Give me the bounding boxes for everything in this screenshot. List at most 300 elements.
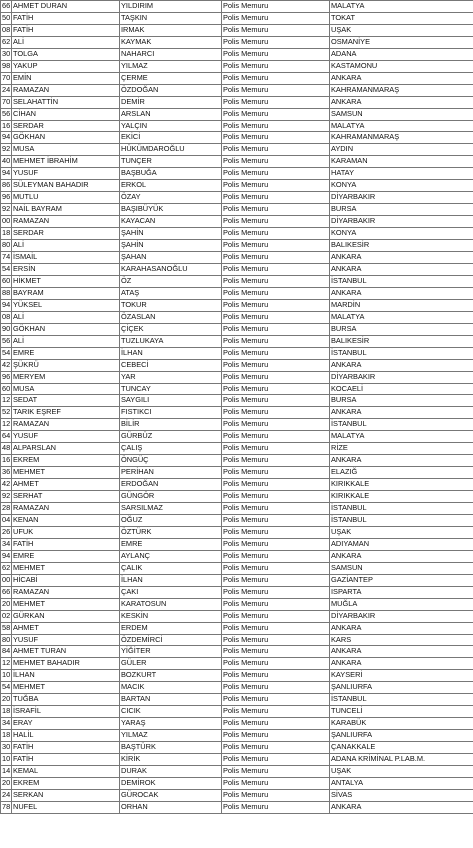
title-cell: Polis Memuru (222, 347, 330, 359)
city-cell: MALATYA (330, 120, 473, 132)
first-name-cell: MEHMET (12, 467, 120, 479)
city-cell: HATAY (330, 168, 473, 180)
last-name-cell: ÇİÇEK (120, 323, 222, 335)
last-name-cell: PERİHAN (120, 467, 222, 479)
title-cell: Polis Memuru (222, 407, 330, 419)
city-cell: ELAZIĞ (330, 467, 473, 479)
title-cell: Polis Memuru (222, 311, 330, 323)
title-cell: Polis Memuru (222, 12, 330, 24)
table-row (1, 586, 473, 598)
table-row (1, 1, 473, 13)
table-row (1, 60, 473, 72)
table-row (1, 252, 473, 264)
city-cell: ANKARA (330, 801, 473, 813)
city-cell: ANKARA (330, 263, 473, 275)
city-cell: TUNCELİ (330, 706, 473, 718)
row-id-cell: 94 (1, 168, 12, 180)
first-name-cell: ALİ (12, 240, 120, 252)
first-name-cell: GÖKHAN (12, 132, 120, 144)
first-name-cell: TARIK EŞREF (12, 407, 120, 419)
row-id-cell: 18 (1, 730, 12, 742)
row-id-cell: 96 (1, 192, 12, 204)
table-row (1, 24, 473, 36)
table-row (1, 777, 473, 789)
title-cell: Polis Memuru (222, 730, 330, 742)
row-id-cell: 50 (1, 12, 12, 24)
first-name-cell: SEDAT (12, 395, 120, 407)
first-name-cell: İLHAN (12, 670, 120, 682)
city-cell: MALATYA (330, 431, 473, 443)
first-name-cell: FATİH (12, 538, 120, 550)
title-cell: Polis Memuru (222, 108, 330, 120)
first-name-cell: ERSİN (12, 263, 120, 275)
title-cell: Polis Memuru (222, 754, 330, 766)
title-cell: Polis Memuru (222, 431, 330, 443)
last-name-cell: ERDOĞAN (120, 479, 222, 491)
table-row (1, 789, 473, 801)
last-name-cell: AYLANÇ (120, 550, 222, 562)
city-cell: İSTANBUL (330, 694, 473, 706)
city-cell: ANKARA (330, 359, 473, 371)
row-id-cell: 66 (1, 586, 12, 598)
last-name-cell: GÜLER (120, 658, 222, 670)
table-row (1, 228, 473, 240)
city-cell: RİZE (330, 443, 473, 455)
city-cell: MARDİN (330, 299, 473, 311)
first-name-cell: SELAHATTİN (12, 96, 120, 108)
row-id-cell: 62 (1, 36, 12, 48)
row-id-cell: 70 (1, 72, 12, 84)
title-cell: Polis Memuru (222, 240, 330, 252)
row-id-cell: 54 (1, 347, 12, 359)
table-row (1, 395, 473, 407)
table-row (1, 383, 473, 395)
last-name-cell: KARAHASANOĞLU (120, 263, 222, 275)
row-id-cell: 34 (1, 538, 12, 550)
last-name-cell: ERKOL (120, 180, 222, 192)
table-row (1, 72, 473, 84)
title-cell: Polis Memuru (222, 766, 330, 778)
title-cell: Polis Memuru (222, 598, 330, 610)
title-cell: Polis Memuru (222, 789, 330, 801)
title-cell: Polis Memuru (222, 383, 330, 395)
city-cell: ANKARA (330, 72, 473, 84)
first-name-cell: HALİL (12, 730, 120, 742)
first-name-cell: ŞÜKRÜ (12, 359, 120, 371)
last-name-cell: CEBECİ (120, 359, 222, 371)
last-name-cell: TOKUR (120, 299, 222, 311)
city-cell: ANKARA (330, 658, 473, 670)
first-name-cell: EKREM (12, 777, 120, 789)
title-cell: Polis Memuru (222, 132, 330, 144)
title-cell: Polis Memuru (222, 24, 330, 36)
last-name-cell: ÖZ (120, 275, 222, 287)
last-name-cell: BAŞIBÜYÜK (120, 204, 222, 216)
row-id-cell: 20 (1, 694, 12, 706)
title-cell: Polis Memuru (222, 60, 330, 72)
table-row (1, 431, 473, 443)
title-cell: Polis Memuru (222, 503, 330, 515)
last-name-cell: İLHAN (120, 347, 222, 359)
row-id-cell: 20 (1, 598, 12, 610)
row-id-cell: 28 (1, 503, 12, 515)
table-row (1, 347, 473, 359)
city-cell: KONYA (330, 228, 473, 240)
last-name-cell: ÖNGÜÇ (120, 455, 222, 467)
title-cell: Polis Memuru (222, 168, 330, 180)
city-cell: DİYARBAKIR (330, 216, 473, 228)
title-cell: Polis Memuru (222, 275, 330, 287)
last-name-cell: ÇERME (120, 72, 222, 84)
title-cell: Polis Memuru (222, 120, 330, 132)
city-cell: TOKAT (330, 12, 473, 24)
title-cell: Polis Memuru (222, 742, 330, 754)
title-cell: Polis Memuru (222, 670, 330, 682)
row-id-cell: 96 (1, 371, 12, 383)
first-name-cell: UFUK (12, 526, 120, 538)
row-id-cell: 24 (1, 84, 12, 96)
city-cell: İSTANBUL (330, 419, 473, 431)
row-id-cell: 80 (1, 634, 12, 646)
last-name-cell: ŞAHİN (120, 228, 222, 240)
table-row (1, 12, 473, 24)
city-cell: ANKARA (330, 407, 473, 419)
last-name-cell: OĞUZ (120, 514, 222, 526)
city-cell: ADIYAMAN (330, 538, 473, 550)
last-name-cell: TUZLUKAYA (120, 335, 222, 347)
city-cell: İSTANBUL (330, 275, 473, 287)
first-name-cell: MEHMET (12, 562, 120, 574)
table-row (1, 479, 473, 491)
row-id-cell: 78 (1, 801, 12, 813)
city-cell: BALIKESİR (330, 335, 473, 347)
row-id-cell: 56 (1, 335, 12, 347)
first-name-cell: TOLGA (12, 48, 120, 60)
row-id-cell: 90 (1, 323, 12, 335)
city-cell: KIRIKKALE (330, 491, 473, 503)
first-name-cell: ALİ (12, 36, 120, 48)
city-cell: AYDIN (330, 144, 473, 156)
title-cell: Polis Memuru (222, 252, 330, 264)
row-id-cell: 08 (1, 24, 12, 36)
title-cell: Polis Memuru (222, 192, 330, 204)
last-name-cell: EMRE (120, 538, 222, 550)
title-cell: Polis Memuru (222, 491, 330, 503)
title-cell: Polis Memuru (222, 144, 330, 156)
last-name-cell: YİĞİTER (120, 646, 222, 658)
first-name-cell: MERYEM (12, 371, 120, 383)
row-id-cell: 00 (1, 574, 12, 586)
row-id-cell: 48 (1, 443, 12, 455)
first-name-cell: SERDAR (12, 120, 120, 132)
last-name-cell: KESKİN (120, 610, 222, 622)
last-name-cell: ÖZDEMİRCİ (120, 634, 222, 646)
row-id-cell: 42 (1, 479, 12, 491)
title-cell: Polis Memuru (222, 550, 330, 562)
last-name-cell: YILMAZ (120, 730, 222, 742)
city-cell: GAZİANTEP (330, 574, 473, 586)
table-row (1, 670, 473, 682)
last-name-cell: DURAK (120, 766, 222, 778)
table-row (1, 730, 473, 742)
row-id-cell: 84 (1, 646, 12, 658)
last-name-cell: KAYMAK (120, 36, 222, 48)
title-cell: Polis Memuru (222, 610, 330, 622)
table-row (1, 514, 473, 526)
city-cell: BALIKESİR (330, 240, 473, 252)
row-id-cell: 36 (1, 467, 12, 479)
first-name-cell: BAYRAM (12, 287, 120, 299)
city-cell: KOCAELİ (330, 383, 473, 395)
row-id-cell: 58 (1, 622, 12, 634)
last-name-cell: HÜKÜMDAROĞLU (120, 144, 222, 156)
first-name-cell: FATİH (12, 24, 120, 36)
table-row (1, 263, 473, 275)
city-cell: ÇANAKKALE (330, 742, 473, 754)
last-name-cell: GÜROCAK (120, 789, 222, 801)
last-name-cell: ÖZDOĞAN (120, 84, 222, 96)
title-cell: Polis Memuru (222, 359, 330, 371)
city-cell: KAHRAMANMARAŞ (330, 132, 473, 144)
row-id-cell: 80 (1, 240, 12, 252)
title-cell: Polis Memuru (222, 216, 330, 228)
city-cell: ŞANLIURFA (330, 682, 473, 694)
row-id-cell: 24 (1, 789, 12, 801)
table-row (1, 84, 473, 96)
first-name-cell: RAMAZAN (12, 586, 120, 598)
table-row (1, 491, 473, 503)
last-name-cell: BAŞTÜRK (120, 742, 222, 754)
city-cell: ANKARA (330, 455, 473, 467)
table-row (1, 323, 473, 335)
last-name-cell: ÖZTÜRK (120, 526, 222, 538)
row-id-cell: 60 (1, 383, 12, 395)
last-name-cell: ARSLAN (120, 108, 222, 120)
title-cell: Polis Memuru (222, 658, 330, 670)
title-cell: Polis Memuru (222, 562, 330, 574)
title-cell: Polis Memuru (222, 646, 330, 658)
city-cell: MALATYA (330, 311, 473, 323)
city-cell: ANKARA (330, 96, 473, 108)
table-row (1, 371, 473, 383)
row-id-cell: 34 (1, 718, 12, 730)
table-row (1, 718, 473, 730)
row-id-cell: 56 (1, 108, 12, 120)
row-id-cell: 92 (1, 491, 12, 503)
title-cell: Polis Memuru (222, 395, 330, 407)
row-id-cell: 54 (1, 263, 12, 275)
last-name-cell: TAŞKIN (120, 12, 222, 24)
title-cell: Polis Memuru (222, 586, 330, 598)
first-name-cell: MEHMET BAHADIR (12, 658, 120, 670)
last-name-cell: NAHARCI (120, 48, 222, 60)
city-cell: ANKARA (330, 646, 473, 658)
table-row (1, 180, 473, 192)
first-name-cell: YUSUF (12, 634, 120, 646)
city-cell: ANKARA (330, 550, 473, 562)
first-name-cell: NAİL BAYRAM (12, 204, 120, 216)
last-name-cell: YALÇIN (120, 120, 222, 132)
title-cell: Polis Memuru (222, 538, 330, 550)
title-cell: Polis Memuru (222, 323, 330, 335)
city-cell: SAMSUN (330, 562, 473, 574)
table-row (1, 335, 473, 347)
row-id-cell: 54 (1, 682, 12, 694)
last-name-cell: TUNÇER (120, 156, 222, 168)
first-name-cell: MEHMET İBRAHİM (12, 156, 120, 168)
city-cell: UŞAK (330, 766, 473, 778)
title-cell: Polis Memuru (222, 180, 330, 192)
title-cell: Polis Memuru (222, 36, 330, 48)
table-row (1, 574, 473, 586)
first-name-cell: FATİH (12, 754, 120, 766)
last-name-cell: GÜNGÖR (120, 491, 222, 503)
title-cell: Polis Memuru (222, 156, 330, 168)
city-cell: KAYSERİ (330, 670, 473, 682)
first-name-cell: GÜRKAN (12, 610, 120, 622)
row-id-cell: 18 (1, 228, 12, 240)
city-cell: ISPARTA (330, 586, 473, 598)
city-cell: MUĞLA (330, 598, 473, 610)
title-cell: Polis Memuru (222, 84, 330, 96)
city-cell: KASTAMONU (330, 60, 473, 72)
row-id-cell: 94 (1, 299, 12, 311)
title-cell: Polis Memuru (222, 335, 330, 347)
last-name-cell: YAR (120, 371, 222, 383)
city-cell: SİVAS (330, 789, 473, 801)
table-row (1, 36, 473, 48)
city-cell: MALATYA (330, 1, 473, 13)
last-name-cell: BAŞBUĞA (120, 168, 222, 180)
last-name-cell: SAYGILI (120, 395, 222, 407)
table-row (1, 108, 473, 120)
table-row (1, 550, 473, 562)
last-name-cell: BOZKURT (120, 670, 222, 682)
first-name-cell: FATİH (12, 12, 120, 24)
last-name-cell: IRMAK (120, 24, 222, 36)
row-id-cell: 16 (1, 120, 12, 132)
city-cell: İSTANBUL (330, 347, 473, 359)
first-name-cell: RAMAZAN (12, 216, 120, 228)
row-id-cell: 20 (1, 777, 12, 789)
first-name-cell: AHMET (12, 479, 120, 491)
row-id-cell: 40 (1, 156, 12, 168)
first-name-cell: EKREM (12, 455, 120, 467)
first-name-cell: RAMAZAN (12, 503, 120, 515)
first-name-cell: YUSUF (12, 168, 120, 180)
city-cell: DİYARBAKIR (330, 610, 473, 622)
title-cell: Polis Memuru (222, 694, 330, 706)
title-cell: Polis Memuru (222, 634, 330, 646)
city-cell: ANTALYA (330, 777, 473, 789)
last-name-cell: DEMİR (120, 96, 222, 108)
table-row (1, 311, 473, 323)
title-cell: Polis Memuru (222, 574, 330, 586)
first-name-cell: ERAY (12, 718, 120, 730)
last-name-cell: FISTIKCI (120, 407, 222, 419)
title-cell: Polis Memuru (222, 1, 330, 13)
table-row (1, 455, 473, 467)
first-name-cell: SERKAN (12, 789, 120, 801)
last-name-cell: TUNCAY (120, 383, 222, 395)
last-name-cell: YARAŞ (120, 718, 222, 730)
title-cell: Polis Memuru (222, 526, 330, 538)
row-id-cell: 60 (1, 275, 12, 287)
table-row (1, 682, 473, 694)
first-name-cell: GÖKHAN (12, 323, 120, 335)
first-name-cell: AHMET (12, 622, 120, 634)
last-name-cell: ÖZASLAN (120, 311, 222, 323)
table-row (1, 503, 473, 515)
table-row (1, 634, 473, 646)
row-id-cell: 16 (1, 455, 12, 467)
city-cell: ANKARA (330, 252, 473, 264)
city-cell: İSTANBUL (330, 514, 473, 526)
row-id-cell: 04 (1, 514, 12, 526)
last-name-cell: ŞAHİN (120, 240, 222, 252)
title-cell: Polis Memuru (222, 455, 330, 467)
first-name-cell: MUSA (12, 383, 120, 395)
table-row (1, 407, 473, 419)
title-cell: Polis Memuru (222, 718, 330, 730)
row-id-cell: 98 (1, 60, 12, 72)
title-cell: Polis Memuru (222, 263, 330, 275)
row-id-cell: 86 (1, 180, 12, 192)
title-cell: Polis Memuru (222, 801, 330, 813)
table-row (1, 156, 473, 168)
title-cell: Polis Memuru (222, 514, 330, 526)
table-row (1, 694, 473, 706)
table-row (1, 598, 473, 610)
table-row (1, 526, 473, 538)
last-name-cell: ATAŞ (120, 287, 222, 299)
first-name-cell: RAMAZAN (12, 419, 120, 431)
first-name-cell: YUSUF (12, 431, 120, 443)
row-id-cell: 64 (1, 431, 12, 443)
last-name-cell: İLHAN (120, 574, 222, 586)
row-id-cell: 14 (1, 766, 12, 778)
first-name-cell: ALİ (12, 311, 120, 323)
table-row (1, 538, 473, 550)
first-name-cell: KEMAL (12, 766, 120, 778)
row-id-cell: 88 (1, 287, 12, 299)
row-id-cell: 08 (1, 311, 12, 323)
last-name-cell: KİRİK (120, 754, 222, 766)
title-cell: Polis Memuru (222, 622, 330, 634)
city-cell: DİYARBAKIR (330, 192, 473, 204)
table-row (1, 48, 473, 60)
first-name-cell: KENAN (12, 514, 120, 526)
city-cell: ADANA (330, 48, 473, 60)
title-cell: Polis Memuru (222, 479, 330, 491)
title-cell: Polis Memuru (222, 72, 330, 84)
title-cell: Polis Memuru (222, 371, 330, 383)
table-row (1, 754, 473, 766)
city-cell: KARAMAN (330, 156, 473, 168)
row-id-cell: 94 (1, 550, 12, 562)
last-name-cell: YILMAZ (120, 60, 222, 72)
first-name-cell: YAKUP (12, 60, 120, 72)
table-row (1, 132, 473, 144)
last-name-cell: KARATOSUN (120, 598, 222, 610)
row-id-cell: 42 (1, 359, 12, 371)
row-id-cell: 74 (1, 252, 12, 264)
row-id-cell: 12 (1, 658, 12, 670)
last-name-cell: ÇAKI (120, 586, 222, 598)
row-id-cell: 70 (1, 96, 12, 108)
city-cell: ŞANLIURFA (330, 730, 473, 742)
table-row (1, 240, 473, 252)
